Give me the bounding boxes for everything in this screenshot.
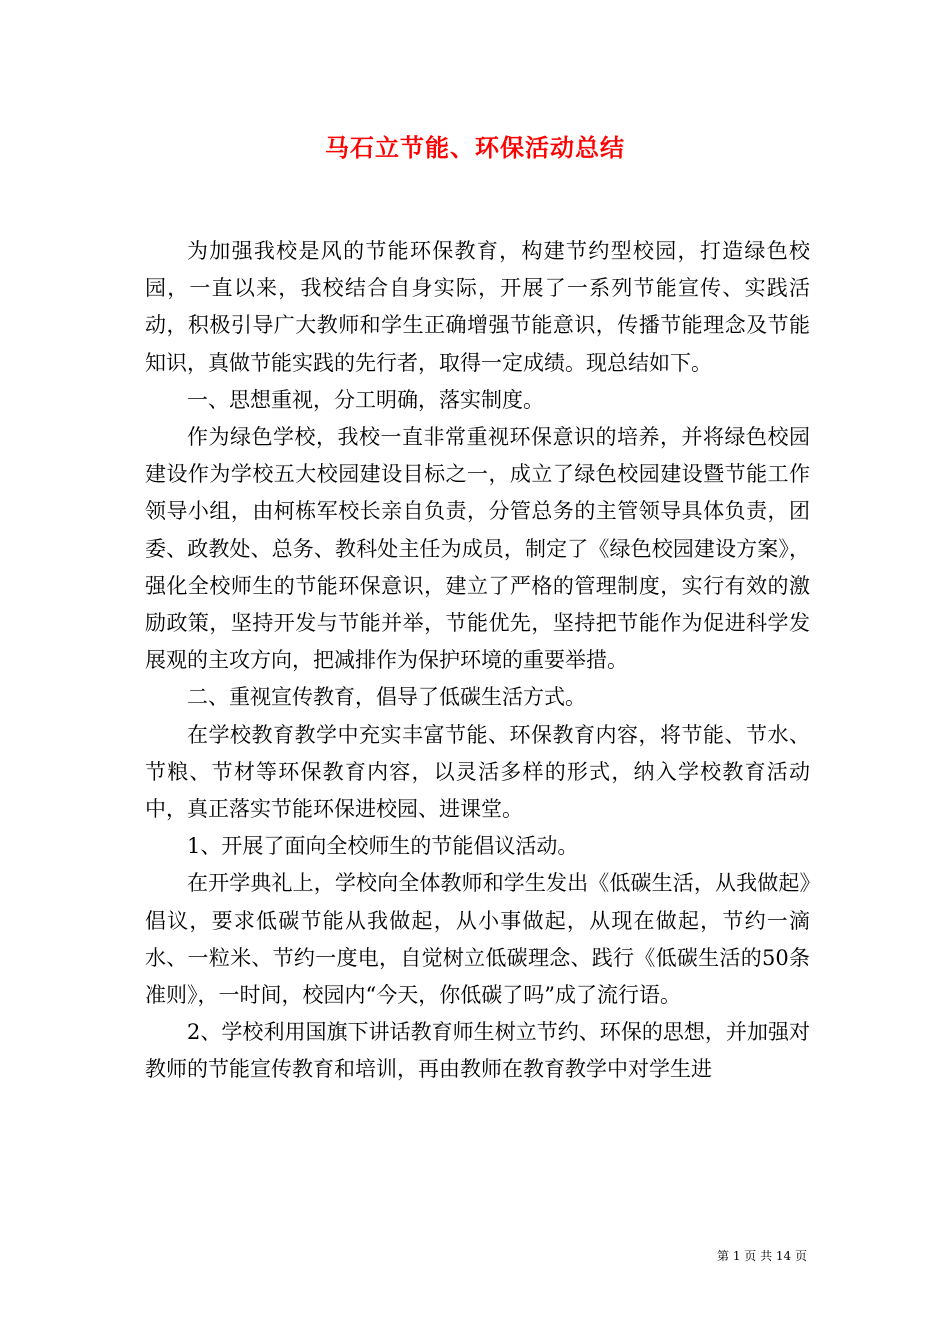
paragraph-intro: 为加强我校是风的节能环保教育，构建节约型校园，打造绿色校园，一直以来，我校结合自身实际，开展了一系列节能宣传、实践活动，积极引导广大教师和学生正确增强节能意识，传播节能理念及节能知识，真做节能实践的先行者，取得一定成绩。现总结如下。 xyxy=(145,239,810,375)
paragraph-section-2: 在学校教育教学中充实丰富节能、环保教育内容，将节能、节水、节粮、节材等环保教育内容，以灵活多样的形式，纳入学校教育活动中，真正落实节能环保进校园、进课堂。 xyxy=(145,722,810,822)
page-number-footer: 第 1 页 共 14 页 xyxy=(717,1249,807,1263)
paragraph-item-1: 在开学典礼上，学校向全体教师和学生发出《低碳生活，从我做起》倡议，要求低碳节能从我做起，从小事做起，从现在做起，节约一滴水、一粒米、节约一度电，自觉树立低碳理念、践行《低碳生活的50条准则》，一时间，校园内“今天，你低碳了吗”成了流行语。 xyxy=(145,871,810,1008)
heading-section-2: 二、重视宣传教育，倡导了低碳生活方式。 xyxy=(187,685,586,710)
subheading-item-1: 1、开展了面向全校师生的节能倡议活动。 xyxy=(187,834,579,859)
document-title: 马石立节能、环保活动总结 xyxy=(325,133,625,162)
paragraph-item-2: 2、学校利用国旗下讲话教育师生树立节约、环保的思想，并加强对教师的节能宣传教育和培训，再由教师在教育教学中对学生进 xyxy=(145,1020,810,1082)
heading-section-1: 一、思想重视，分工明确，落实制度。 xyxy=(187,387,544,412)
document-body xyxy=(145,233,810,1089)
paragraph-section-1: 作为绿色学校，我校一直非常重视环保意识的培养，并将绿色校园建设作为学校五大校园建设目标之一，成立了绿色校园建设暨节能工作领导小组，由柯栋军校长亲自负责，分管总务的主管领导具体负责，团委、政教处、总务、教科处主任为成员，制定了《绿色校园建设方案》，强化全校师生的节能环保意识，建立了严格的管理制度，实行有效的激励政策，坚持开发与节能并举，节能优先，坚持把节能作为促进科学发展观的主攻方向，把减排作为保护环境的重要举措。 xyxy=(145,425,810,673)
